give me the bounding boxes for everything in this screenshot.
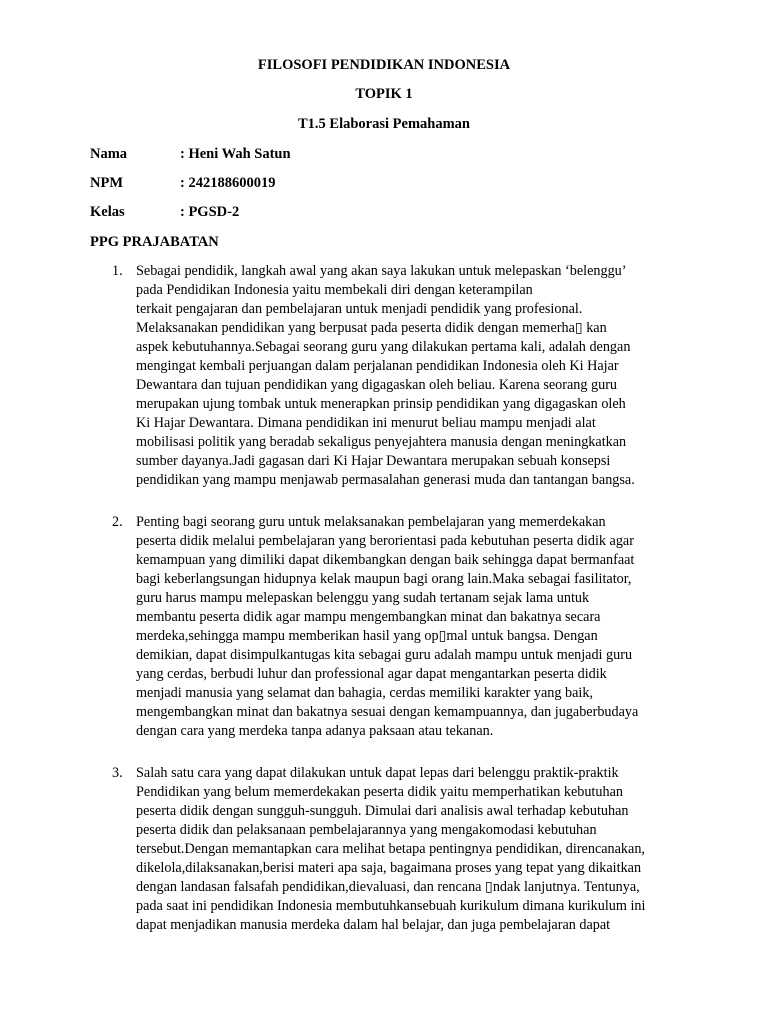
paragraph-line: dapat menjadikan manusia merdeka dalam hal belajar, dan juga pembelajaran dapat (136, 917, 611, 933)
paragraph-line: mengingat kembali perjuangan dalam perjalanan pendidikan Indonesia oleh Ki Hajar (136, 358, 619, 374)
paragraph-line: menjadi manusia yang selamat dan bahagia, cerdas memiliki karakter yang baik, (136, 685, 593, 701)
paragraph-line: yang cerdas, berbudi luhur dan professional agar dapat mengantarkan peserta didik (136, 666, 607, 682)
topic-heading: TOPIK 1 (355, 86, 413, 102)
paragraph-line: merupakan ujung tombak untuk menerapkan prinsip pendidikan yang digagaskan oleh (136, 396, 626, 412)
npm-row (90, 174, 275, 192)
name-row (90, 145, 291, 163)
paragraph-line: pendidikan yang mampu menjawab permasalahan generasi muda dan tantangan bangsa. (136, 472, 635, 488)
paragraph-line: dikelola,dilaksanakan,berisi materi apa saja, bagaimana proses yang tepat yang dikaitkan (136, 860, 642, 876)
list-item-number: 3. (112, 765, 123, 781)
paragraph-line: dengan landasan falsafah pendidikan,dievaluasi, dan rencana ▯ndak lanjutnya. Tentunya, (136, 879, 640, 895)
paragraph-line: Dewantara dan tujuan pendidikan yang digagaskan oleh beliau. Karena seorang guru (136, 377, 618, 393)
paragraph-line: mobilisasi politik yang beradab sekaligus penyejahtera manusia dengan meningkatkan (136, 434, 627, 450)
paragraph-line: membantu peserta didik agar mampu mengembangkan minat dan bakatnya secara (136, 609, 601, 625)
paragraph-line: Ki Hajar Dewantara. Dimana pendidikan ini menurut beliau mampu menjadi alat (136, 415, 596, 431)
program-heading: PPG PRAJABATAN (90, 234, 219, 250)
npm-label: NPM (90, 175, 124, 191)
paragraph-line: merdeka,sehingga mampu memberikan hasil yang op▯mal untuk bangsa. Dengan (136, 628, 598, 644)
paragraph-line: tersebut.Dengan memantapkan cara melihat betapa pentingnya pendidikan, direncanakan, (136, 841, 645, 857)
paragraph-line: Salah satu cara yang dapat dilakukan untuk dapat lepas dari belenggu praktik-praktik (136, 765, 619, 781)
npm-value: : 242188600019 (180, 175, 276, 191)
paragraph-line: bagi keberlangsungan hidupnya kelak maupun bagi orang lain.Maka sebagai fasilitator, (136, 571, 632, 587)
class-value: : PGSD-2 (180, 204, 240, 220)
paragraph-line: peserta didik dengan sungguh-sungguh. Dimulai dari analisis awal terhadap kebutuhan (136, 803, 629, 819)
list-item-number: 1. (112, 263, 123, 279)
paragraph-line: pada saat ini pendidikan Indonesia membutuhkansebuah kurikulum dimana kurikulum ini (136, 898, 646, 914)
paragraph-line: Sebagai pendidik, langkah awal yang akan saya lakukan untuk melepaskan ‘belenggu’ (136, 263, 627, 279)
paragraph-line: peserta didik melalui pembelajaran yang berorientasi pada kebutuhan peserta didik agar (136, 533, 634, 549)
paragraph-line: dengan cara yang merdeka tanpa adanya paksaan atau tekanan. (136, 723, 494, 739)
list-item-number: 2. (112, 514, 123, 530)
paragraph-line: sumber dayanya.Jadi gagasan dari Ki Hajar Dewantara merupakan sebuah konsepsi (136, 453, 611, 469)
paragraph-line: Penting bagi seorang guru untuk melaksanakan pembelajaran yang memerdekakan (136, 514, 606, 530)
paragraph-line: guru harus mampu melepaskan belenggu yang sudah tertanam sejak lama untuk (136, 590, 590, 606)
subtitle-heading: T1.5 Elaborasi Pemahaman (298, 116, 470, 132)
class-row (90, 203, 239, 221)
document-title: FILOSOFI PENDIDIKAN INDONESIA (257, 57, 511, 73)
paragraph-line: mengembangkan minat dan bakatnya sesuai dengan kemampuannya, dan jugaberbudaya (136, 704, 639, 720)
paragraph-line: pada Pendidikan Indonesia yaitu membekali diri dengan keterampilan (136, 282, 533, 298)
name-label: Nama (90, 146, 128, 162)
paragraph-line: Pendidikan yang belum memerdekakan peserta didik yaitu memperhatikan kebutuhan (136, 784, 623, 800)
paragraph-line: aspek kebutuhannya.Sebagai seorang guru yang dilakukan pertama kali, adalah dengan (136, 339, 631, 355)
paragraph-line: kemampuan yang dimiliki dapat dikembangkan dengan baik sehingga dapat bermanfaat (136, 552, 635, 568)
paragraph-line: demikian, dapat disimpulkantugas kita sebagai guru adalah mampu untuk menjadi guru (136, 647, 633, 663)
class-label: Kelas (90, 204, 125, 220)
paragraph-line: peserta didik dan pelaksanaan pembelajarannya yang mengakomodasi kebutuhan (136, 822, 597, 838)
name-value: : Heni Wah Satun (180, 146, 291, 162)
paragraph-line: terkait pengajaran dan pembelajaran untuk menjadi pendidik yang profesional. (136, 301, 583, 317)
paragraph-line: Melaksanakan pendidikan yang berpusat pada peserta didik dengan memerha▯ kan (136, 320, 607, 336)
